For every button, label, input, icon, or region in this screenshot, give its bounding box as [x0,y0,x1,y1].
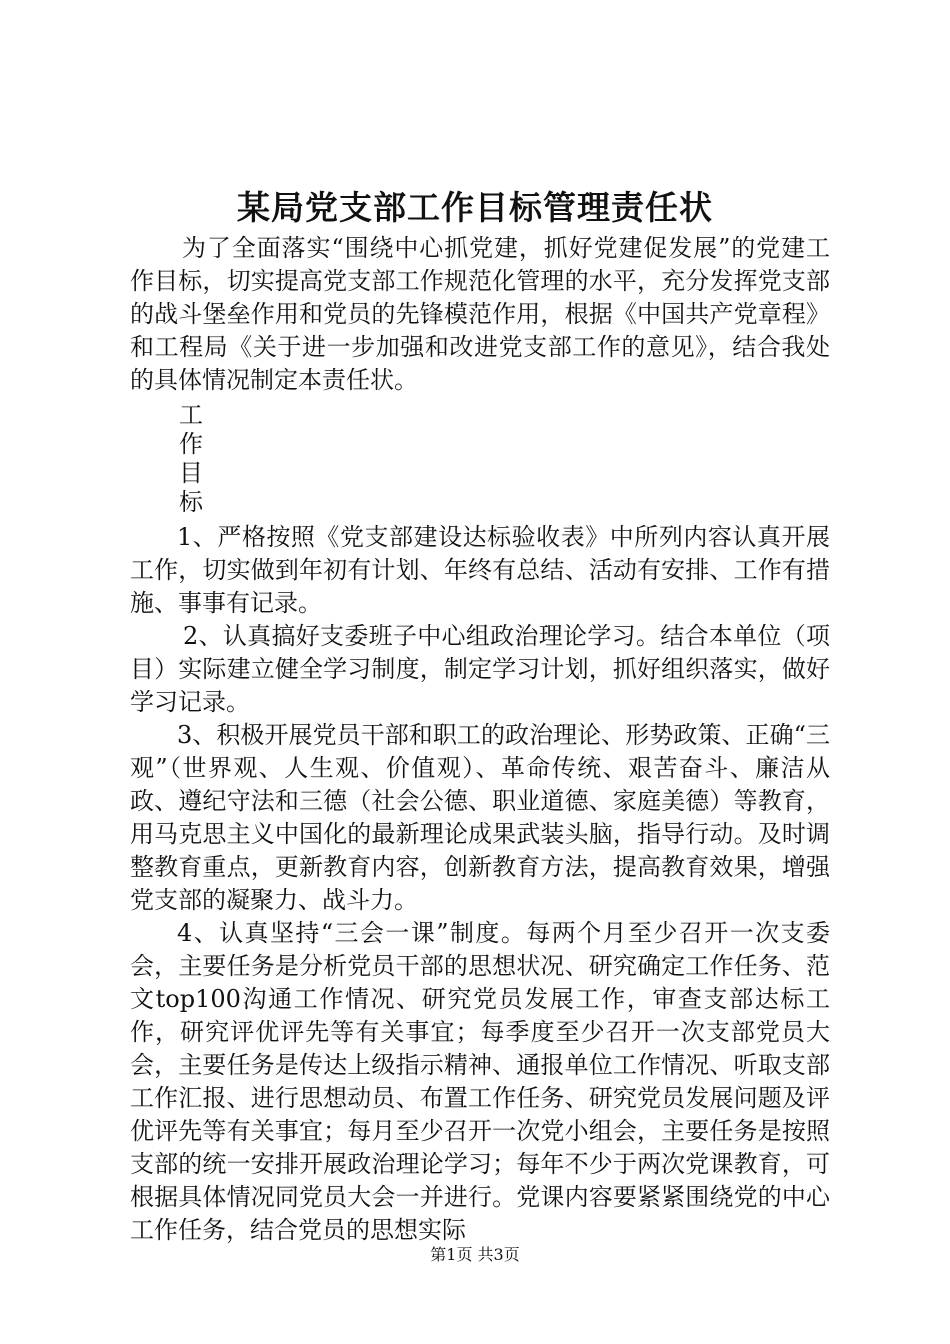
item-paragraph-1: 1、严格按照《党支部建设达标验收表》中所列内容认真开展工作，切实做到年初有计划、年终有总结、活动有安排、工作有措施、事事有记录。 [130,523,830,617]
item-paragraph-3: 3、积极开展党员干部和职工的政治理论、形势政策、正确“三观”（世界观、人生观、价值观）、革命传统、艰苦奋斗、廉洁从政、遵纪守法和三德（社会公德、职业道德、家庭美德）等教育，用马克思主义中国化的最新理论成果武装头脑，指导行动。及时调整教育重点，更新教育内容，创新教育方法，提高教育效果，增强党支部的凝聚力、战斗力。 [130,721,830,914]
page-footer: 第1页 共3页 [430,1245,520,1264]
intro-paragraph: 为了全面落实“围绕中心抓党建，抓好党建促发展”的党建工作目标，切实提高党支部工作规范化管理的水平，充分发挥党支部的战斗堡垒作用和党员的先锋模范作用，根据《中国共产党章程》和工程局《关于进一步加强和改进党支部工作的意见》，结合我处的具体情况制定本责任状。 [130,234,830,394]
section-heading-char: 标 [179,488,203,516]
section-heading-char: 作 [179,430,203,458]
item-paragraph-2: 2、认真搞好支委班子中心组政治理论学习。结合本单位（项目）实际建立健全学习制度，制定学习计划，抓好组织落实，做好学习记录。 [130,622,830,716]
section-heading-char: 工 [179,401,203,429]
item-paragraph-4: 4、认真坚持“三会一课”制度。每两个月至少召开一次支委会，主要任务是分析党员干部的思想状况、研究确定工作任务、范文top100沟通工作情况、研究党员发展工作，审查支部达标工作，研究评优评先等有关事宜；每季度至少召开一次支部党员大会，主要任务是传达上级指示精神、通报单位工作情况、听取支部工作汇报、进行思想动员、布置工作任务、研究党员发展问题及评优评先等有关事宜；每月至少召开一次党小组会，主要任务是按照支部的统一安排开展政治理论学习；每年不少于两次党课教育，可根据具体情况同党员大会一并进行。党课内容要紧紧围绕党的中心工作任务，结合党员的思想实际 [130,919,830,1244]
section-heading-vertical [130,401,209,517]
section-heading-char: 目 [179,459,203,487]
document-body [130,232,830,1247]
document-title: 某局党支部工作目标管理责任状 [237,188,713,227]
